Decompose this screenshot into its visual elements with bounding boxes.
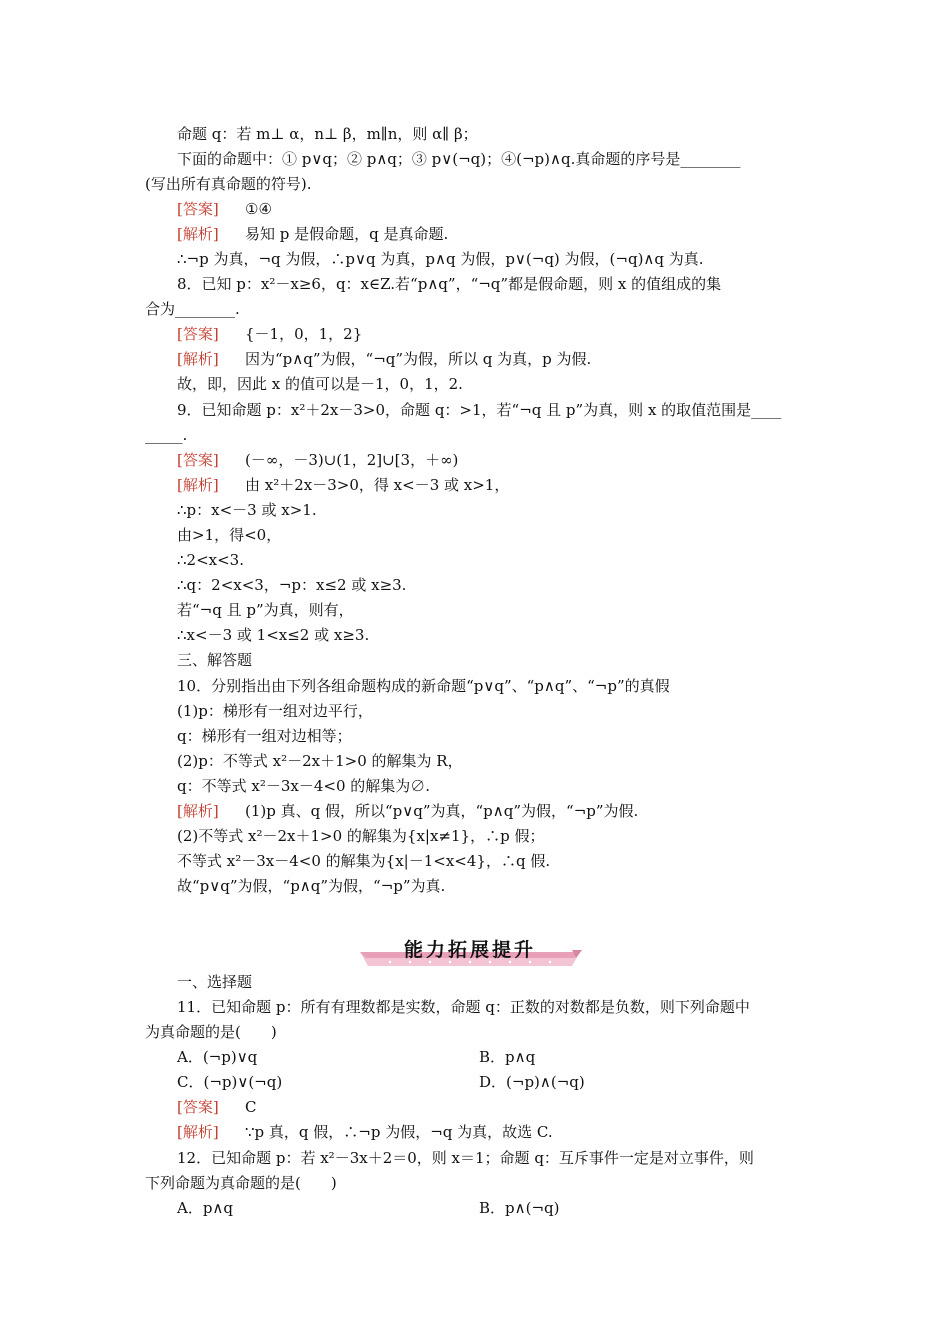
answer-tag: [答案] bbox=[177, 451, 219, 469]
analysis-text: ∵p 真，q 假，∴¬p 为假，¬q 为真，故选 C. bbox=[245, 1123, 553, 1141]
answer-tag: [答案] bbox=[177, 1098, 219, 1116]
text-line: ∴2<x<3. bbox=[177, 551, 244, 569]
question-8: 8．已知 p：x²－x≥6，q：x∈Z.若“p∧q”，“¬q”都是假命题，则 x 的值组成的集 bbox=[177, 275, 722, 293]
analysis-tag: [解析] bbox=[177, 1123, 219, 1141]
text-line: 命题 q：若 m⊥ α，n⊥ β，m∥n，则 α∥ β； bbox=[177, 125, 478, 143]
answer-text: C bbox=[245, 1098, 257, 1116]
analysis-tag: [解析] bbox=[177, 350, 219, 368]
answer-text: ①④ bbox=[245, 200, 272, 218]
text-line: q：梯形有一组对边相等； bbox=[177, 727, 352, 745]
answer-tag: [答案] bbox=[177, 200, 219, 218]
analysis-text: 因为“p∧q”为假，“¬q”为假，所以 q 为真，p 为假. bbox=[245, 350, 592, 368]
text-line: (2)p：不等式 x²－2x＋1>0 的解集为 R， bbox=[177, 752, 463, 770]
text-line: 下列命题为真命题的是( ) bbox=[145, 1174, 337, 1192]
text-line: (写出所有真命题的符号). bbox=[145, 175, 312, 193]
option-b: B．p∧(¬q) bbox=[479, 1199, 560, 1217]
analysis-text: 易知 p 是假命题，q 是真命题. bbox=[245, 225, 449, 243]
question-12: 12．已知命题 p：若 x²－3x＋2＝0，则 x＝1；命题 q：互斥事件一定是对立事件，则 bbox=[177, 1149, 754, 1167]
banner-title: 能力拓展提升 bbox=[403, 939, 536, 961]
text-line: 若“¬q 且 p”为真，则有， bbox=[177, 601, 354, 619]
analysis-text: (1)p 真、q 假，所以“p∨q”为真，“p∧q”为假，“¬p”为假. bbox=[245, 802, 639, 820]
text-line: 故“p∨q”为假，“p∧q”为假，“¬p”为真. bbox=[177, 877, 446, 895]
text-line: q：不等式 x²－3x－4<0 的解集为∅. bbox=[177, 777, 431, 795]
answer-tag: [答案] bbox=[177, 325, 219, 343]
option-d: D．(¬p)∧(¬q) bbox=[479, 1073, 585, 1091]
section-banner bbox=[350, 932, 590, 972]
text-line: ∴p：x<－3 或 x>1. bbox=[177, 501, 317, 519]
text-line: _____. bbox=[145, 426, 188, 444]
option-a: A．(¬p)∨q bbox=[177, 1048, 258, 1066]
option-c: C．(¬p)∨(¬q) bbox=[177, 1073, 283, 1091]
text-line: ∴q：2<x<3，¬p：x≤2 或 x≥3. bbox=[177, 576, 407, 594]
question-11: 11．已知命题 p：所有有理数都是实数，命题 q：正数的对数都是负数，则下列命题中 bbox=[177, 998, 750, 1016]
analysis-tag: [解析] bbox=[177, 225, 219, 243]
text-line: 不等式 x²－3x－4<0 的解集为{x|－1<x<4}，∴q 假. bbox=[177, 852, 551, 870]
text-line: 为真命题的是( ) bbox=[145, 1023, 277, 1041]
text-line: 合为________. bbox=[145, 300, 240, 318]
answer-text: {－1，0，1，2} bbox=[245, 325, 363, 343]
section-heading: 三、解答题 bbox=[177, 651, 253, 669]
analysis-tag: [解析] bbox=[177, 802, 219, 820]
text-line: 下面的命题中：① p∨q；② p∧q；③ p∨(¬q)；④(¬p)∧q.真命题的序号是________ bbox=[177, 150, 741, 168]
text-line: (1)p：梯形有一组对边平行， bbox=[177, 702, 373, 720]
answer-text: (－∞，－3)∪(1，2]∪[3，＋∞) bbox=[245, 451, 459, 469]
text-line: 故，即，因此 x 的值可以是－1，0，1，2. bbox=[177, 375, 463, 393]
text-line: ∴¬p 为真，¬q 为假，∴p∨q 为真，p∧q 为假，p∨(¬q) 为假，(¬q)∧q 为真. bbox=[177, 250, 704, 268]
text-line: (2)不等式 x²－2x＋1>0 的解集为{x|x≠1}，∴p 假； bbox=[177, 827, 545, 845]
option-b: B．p∧q bbox=[479, 1048, 536, 1066]
analysis-tag: [解析] bbox=[177, 476, 219, 494]
analysis-text: 由 x²＋2x－3>0，得 x<－3 或 x>1， bbox=[245, 476, 510, 494]
question-9: 9．已知命题 p：x²＋2x－3>0，命题 q：>1，若“¬q 且 p”为真，则 x 的取值范围是____ bbox=[177, 401, 782, 419]
text-line: 由>1，得<0， bbox=[177, 526, 282, 544]
question-10: 10．分别指出由下列各组命题构成的新命题“p∨q”、“p∧q”、“¬p”的真假 bbox=[177, 677, 670, 695]
section-heading: 一、选择题 bbox=[177, 973, 253, 991]
option-a: A．p∧q bbox=[177, 1199, 234, 1217]
text-line: ∴x<－3 或 1<x≤2 或 x≥3. bbox=[177, 626, 370, 644]
